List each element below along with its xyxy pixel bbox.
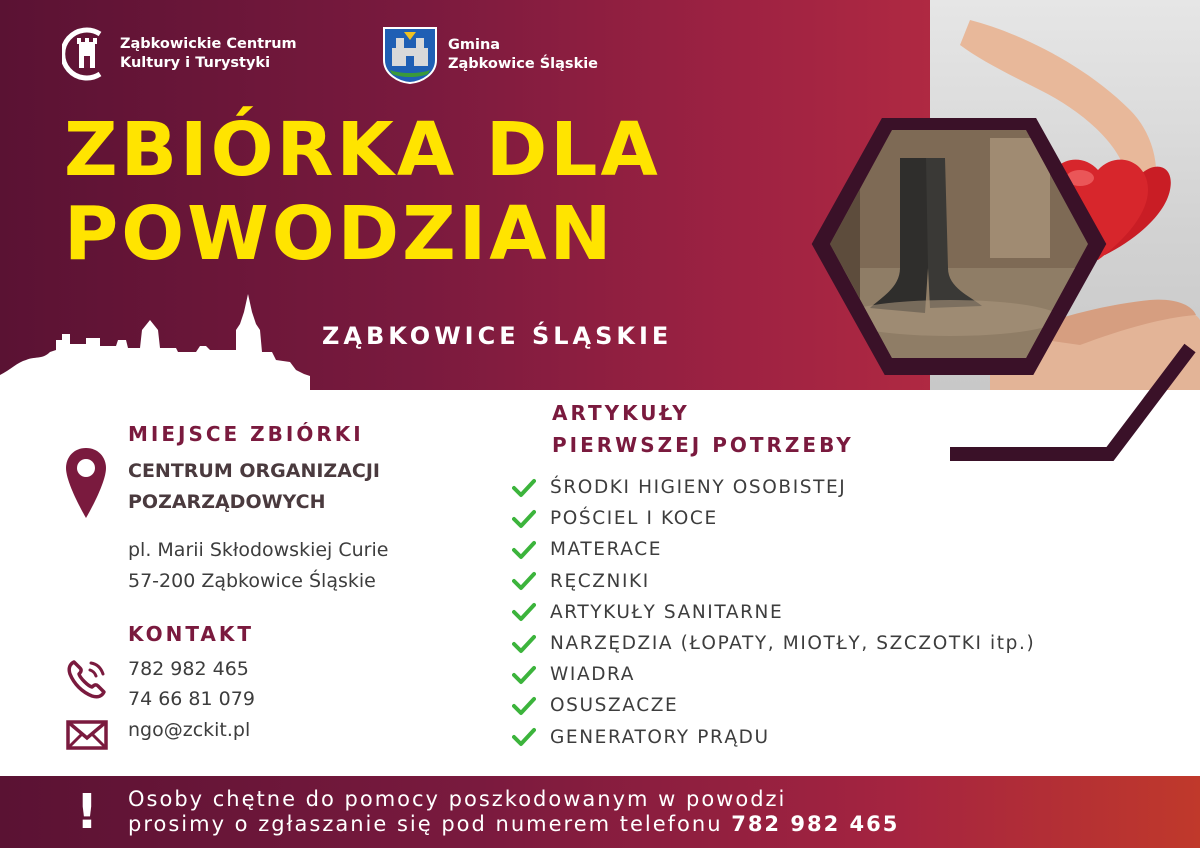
check-icon xyxy=(512,665,536,685)
mail-icon xyxy=(66,720,108,750)
phone-icon xyxy=(64,656,108,700)
list-item xyxy=(512,472,1035,503)
organization-line-2: POZARZĄDOWYCH xyxy=(128,491,326,513)
list-item xyxy=(512,690,1035,721)
footer-line-2-text: prosimy o zgłaszanie się pod numerem telefonu xyxy=(128,812,723,836)
check-icon xyxy=(512,634,536,654)
list-item xyxy=(512,628,1035,659)
zckit-logo-line2: Kultury i Turystyki xyxy=(120,55,271,71)
check-icon xyxy=(512,696,536,716)
town-subtitle: ZĄBKOWICE ŚLĄSKIE xyxy=(322,322,673,350)
list-item xyxy=(512,722,1035,753)
footer-line-1: Osoby chętne do pomocy poszkodowanym w powodzi xyxy=(128,787,787,811)
check-icon xyxy=(512,540,536,560)
list-item-label: RĘCZNIKI xyxy=(550,570,650,592)
check-icon xyxy=(512,509,536,529)
check-icon xyxy=(512,478,536,498)
contact-heading: KONTAKT xyxy=(128,622,255,646)
gmina-logo-line2: Ząbkowice Śląskie xyxy=(448,56,599,72)
list-item xyxy=(512,534,1035,565)
location-heading: MIEJSCE ZBIÓRKI xyxy=(128,422,364,446)
list-item-label: OSUSZACZE xyxy=(550,695,679,717)
page-title xyxy=(64,108,661,276)
check-icon xyxy=(512,602,536,622)
check-icon xyxy=(512,571,536,591)
list-item-label: WIADRA xyxy=(550,664,636,686)
address-line-1: pl. Marii Skłodowskiej Curie xyxy=(128,539,389,561)
address-line-2: 57-200 Ząbkowice Śląskie xyxy=(128,570,376,592)
list-item-label: GENERATORY PRĄDU xyxy=(550,726,770,748)
items-heading xyxy=(552,397,854,461)
gmina-logo-line1: Gmina xyxy=(448,37,501,53)
list-item xyxy=(512,659,1035,690)
footer-line-2 xyxy=(128,812,899,837)
zckit-logo-line1: Ząbkowickie Centrum xyxy=(120,36,297,52)
items-heading-line-1: ARTYKUŁY xyxy=(552,401,690,425)
location-pin-icon xyxy=(64,446,108,520)
list-item xyxy=(512,597,1035,628)
phone-number-1[interactable]: 782 982 465 xyxy=(128,658,249,680)
town-skyline-silhouette xyxy=(0,290,310,390)
list-item-label: MATERACE xyxy=(550,539,663,561)
list-item-label: NARZĘDZIA (ŁOPATY, MIOTŁY, SZCZOTKI itp.) xyxy=(550,633,1036,655)
phone-number-2[interactable]: 74 66 81 079 xyxy=(128,688,255,710)
gmina-logo xyxy=(382,26,598,84)
list-item-label: ŚRODKI HIGIENY OSOBISTEJ xyxy=(550,477,847,499)
items-heading-line-2: PIERWSZEJ POTRZEBY xyxy=(552,433,854,457)
exclamation-mark: ! xyxy=(76,784,98,840)
contact-phones xyxy=(128,654,255,714)
footer-phone[interactable]: 782 982 465 xyxy=(731,812,900,836)
check-icon xyxy=(512,727,536,747)
organization-line-1: CENTRUM ORGANIZACJI xyxy=(128,460,380,482)
location-address xyxy=(128,535,388,597)
list-item xyxy=(512,503,1035,534)
list-item-label: ARTYKUŁY SANITARNE xyxy=(550,601,784,623)
contact-email[interactable]: ngo@zckit.pl xyxy=(128,719,251,741)
zckit-logo xyxy=(62,26,297,82)
zckit-logo-icon xyxy=(62,26,112,82)
list-item-label: POŚCIEL I KOCE xyxy=(550,508,718,530)
footer-message xyxy=(128,787,899,837)
location-organization xyxy=(128,456,380,518)
list-item xyxy=(512,566,1035,597)
title-line-2: POWODZIAN xyxy=(64,191,615,277)
coat-of-arms-icon xyxy=(382,26,438,84)
title-line-1: ZBIÓRKA DLA xyxy=(64,107,661,193)
items-list xyxy=(512,472,1035,753)
